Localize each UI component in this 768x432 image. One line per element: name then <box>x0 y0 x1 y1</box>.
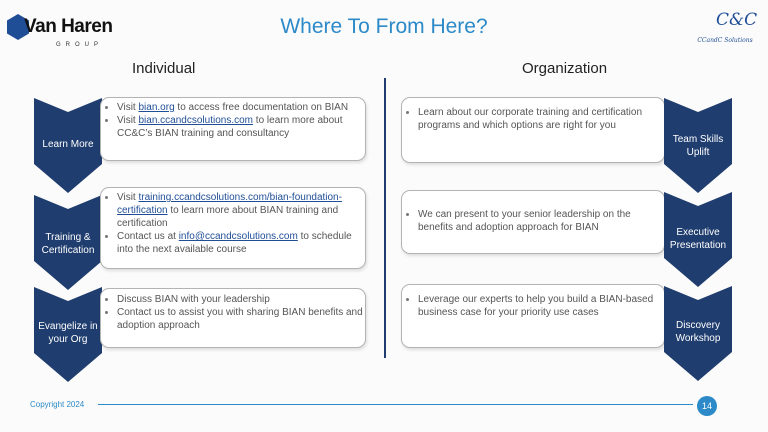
list-item: • Visit bian.org to access free documentation on BIAN <box>117 101 365 114</box>
executive-presentation-box <box>401 190 665 254</box>
chevron-label: Workshop <box>675 333 721 344</box>
discovery-workshop-box <box>401 284 665 348</box>
partner-name: CCandC Solutions <box>697 37 753 44</box>
chevron-evangelize <box>34 287 102 382</box>
list-item: • Contact us at info@ccandcsolutions.com to schedule into the next available course <box>117 230 365 256</box>
list-item: • Discuss BIAN with your leadership <box>117 293 365 306</box>
brand-name: Van Haren <box>24 16 113 37</box>
slide-title: Where To From Here? <box>280 15 488 38</box>
bian-ccandc-link[interactable]: bian.ccandcsolutions.com <box>138 115 254 126</box>
list-item: • Learn about our corporate training and certification programs and which options are right for you <box>418 106 664 132</box>
chevron-label: Uplift <box>686 147 710 158</box>
chevron-label: Training & <box>45 232 91 243</box>
brand-group: GROUP <box>56 42 104 48</box>
copyright: Copyright 2024 <box>30 400 85 409</box>
chevron-label: Team Skills <box>672 134 724 145</box>
chevron-label: Discovery <box>676 320 720 331</box>
chevron-learn-more <box>34 98 102 193</box>
list-item: • Visit training.ccandcsolutions.com/bian-foundation-certification to learn more about BIAN training and certification <box>117 191 365 230</box>
bian-org-link[interactable]: bian.org <box>138 102 175 113</box>
chevron-executive-presentation <box>664 192 732 287</box>
chevron-label: Certification <box>41 245 95 256</box>
training-certification-box <box>100 187 366 269</box>
chevron-label: Learn More <box>42 139 94 150</box>
column-divider <box>384 78 386 358</box>
ccandc-logo <box>690 10 760 48</box>
chevron-discovery-workshop <box>664 286 732 381</box>
training-link[interactable]: training.ccandcsolutions.com/bian-foundation-certification <box>117 192 342 216</box>
chevron-label: Presentation <box>669 240 727 251</box>
evangelize-box <box>100 288 366 348</box>
list-item: • Visit bian.ccandcsolutions.com to learn more about CC&C’s BIAN training and consultancy <box>117 114 365 140</box>
footer-divider <box>98 404 693 405</box>
list-item: • We can present to your senior leadership on the benefits and adoption approach for BIAN <box>418 208 664 234</box>
list-item: • Contact us to assist you with sharing BIAN benefits and adoption approach <box>117 306 365 332</box>
list-item: • Leverage our experts to help you build a BIAN-based business case for your priority use cases <box>418 293 664 319</box>
chevron-label: Evangelize in <box>38 321 98 332</box>
partner-monogram: C&C <box>716 10 758 30</box>
chevron-training-certification <box>34 195 102 290</box>
chevron-label: your Org <box>48 334 88 345</box>
page-number: 14 <box>697 396 717 416</box>
team-skills-box <box>401 97 665 163</box>
learn-more-box <box>100 97 366 161</box>
email-link[interactable]: info@ccandcsolutions.com <box>178 231 298 242</box>
individual-heading: Individual <box>132 60 196 77</box>
organization-heading: Organization <box>522 60 608 77</box>
chevron-team-skills <box>664 98 732 193</box>
chevron-label: Executive <box>676 227 720 238</box>
